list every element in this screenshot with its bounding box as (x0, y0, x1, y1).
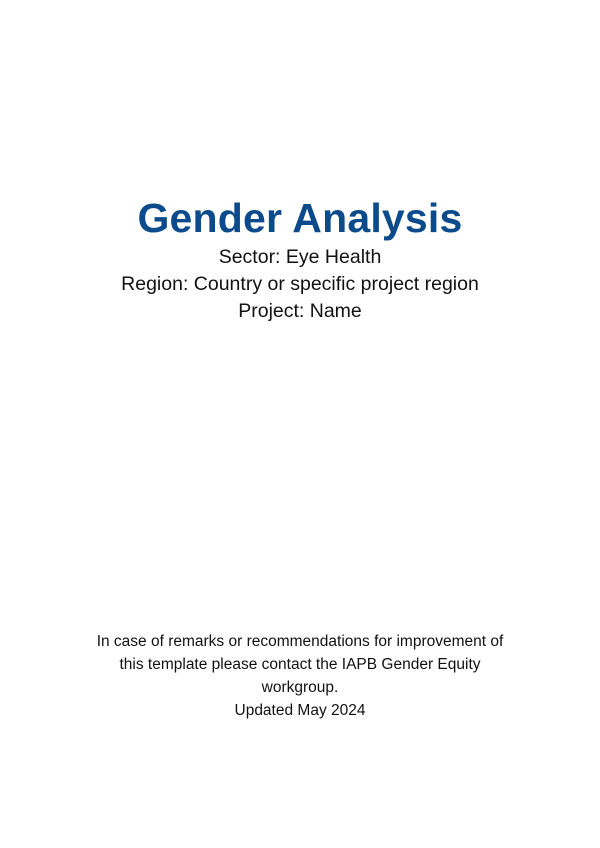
footer-note (40, 630, 560, 722)
updated-date: Updated May 2024 (234, 702, 366, 719)
project-line: Project: Name (238, 300, 362, 322)
region-line: Region: Country or specific project region (121, 273, 479, 295)
footer-line-3: workgroup. (261, 679, 339, 696)
sector-line: Sector: Eye Health (218, 246, 382, 268)
document-title: Gender Analysis (137, 195, 463, 241)
title-block (0, 192, 600, 325)
footer-line-1: In case of remarks or recommendations for improvement of (96, 633, 504, 650)
footer-line-2: this template please contact the IAPB Gender Equity (119, 656, 481, 673)
